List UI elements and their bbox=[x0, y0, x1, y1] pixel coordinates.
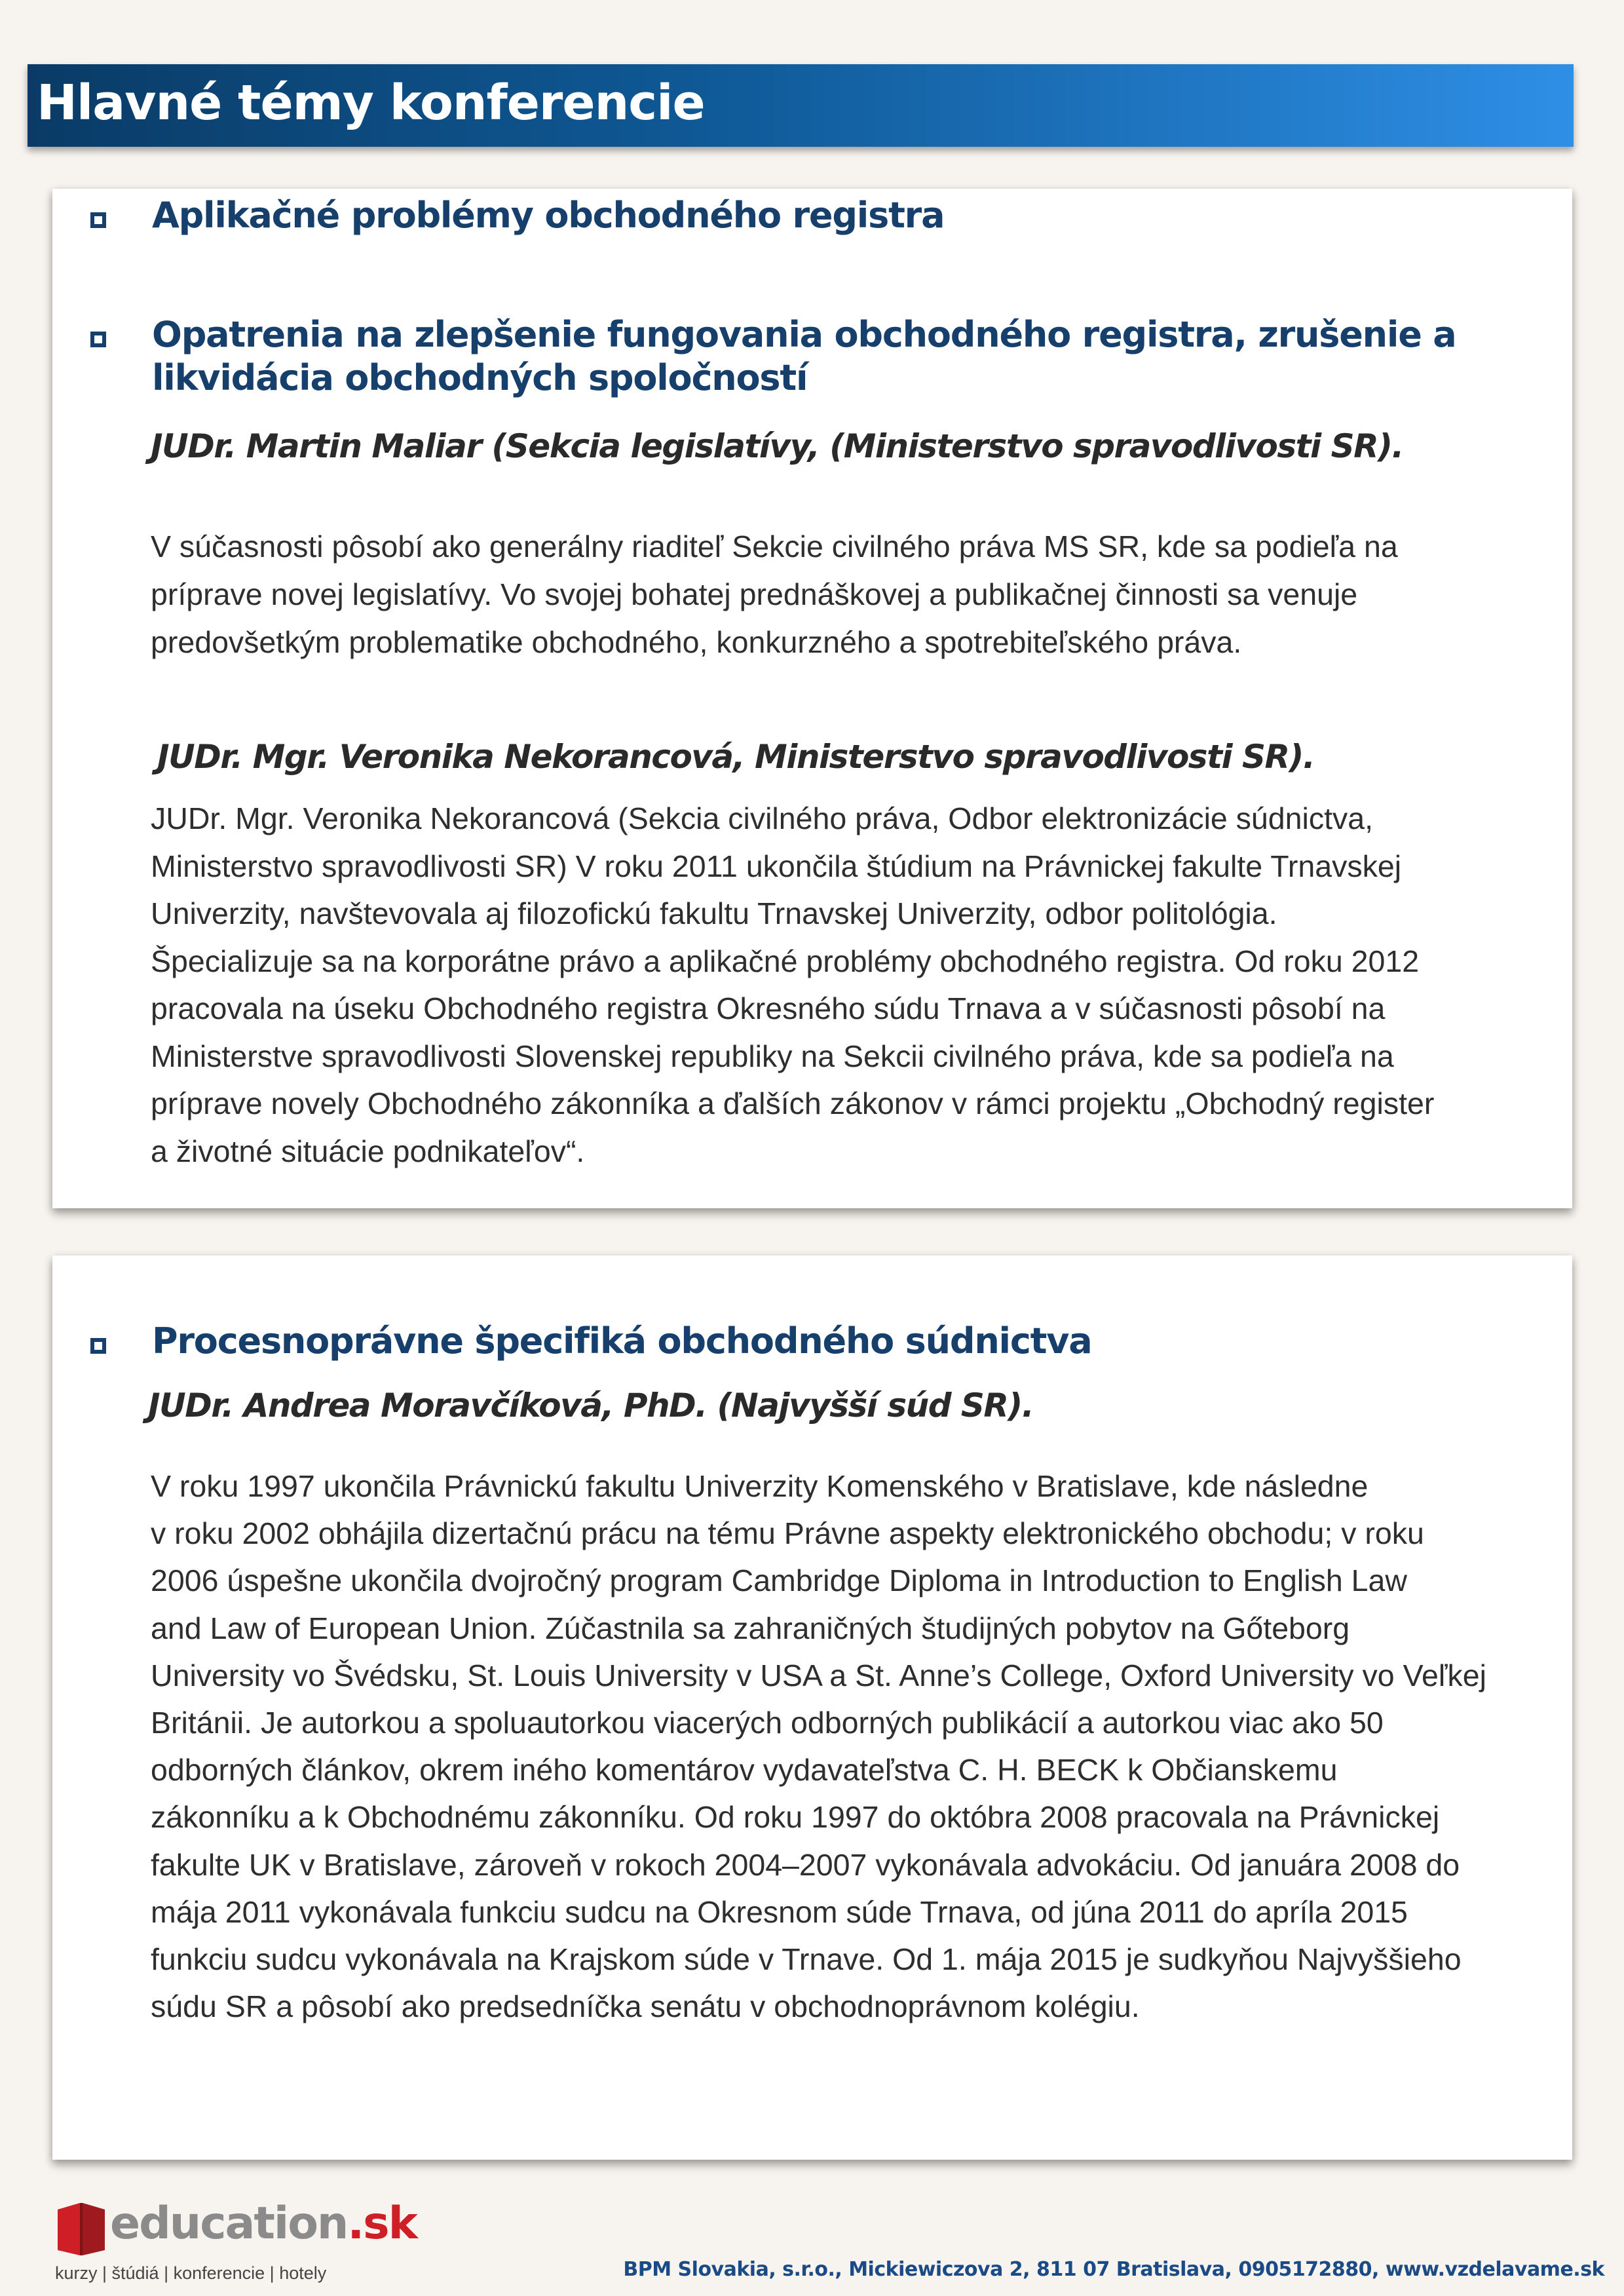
logo-tagline: kurzy | štúdiá | konferencie | hotely bbox=[55, 2263, 327, 2283]
bio-line: V roku 1997 ukončila Právnickú fakultu Univerzity Komenského v Bratislave, kde následne bbox=[151, 1469, 1369, 1503]
speaker-name: JUDr. Mgr. Veronika Nekorancová, Ministerstvo spravodlivosti SR). bbox=[157, 738, 1315, 776]
speaker-name: JUDr. Martin Maliar (Sekcia legislatívy, (Ministerstvo spravodlivosti SR). bbox=[151, 427, 1403, 465]
topics-card-2 bbox=[52, 1255, 1572, 2160]
bio-line: Británii. Je autorkou a spoluautorkou viacerých odborných publikácií a autorkou viac ako 50 bbox=[151, 1706, 1384, 1740]
bio-line: V súčasnosti pôsobí ako generálny riaditeľ Sekcie civilného práva MS SR, kde sa podieľa na bbox=[151, 529, 1398, 564]
bio-line: odborných článkov, okrem iného komentárov vydavateľstva C. H. BECK k Občianskemu bbox=[151, 1753, 1338, 1788]
bio-line: príprave novely Obchodného zákonníka a ďalších zákonov v rámci projektu „Obchodný register bbox=[151, 1086, 1435, 1120]
book-logo-icon bbox=[55, 2200, 107, 2258]
bio-line: Špecializuje sa na korporátne právo a aplikačné problémy obchodného registra. Od roku 2012 bbox=[151, 944, 1420, 978]
bio-line: a životné situácie podnikateľov“. bbox=[151, 1134, 585, 1168]
logo-wordmark bbox=[110, 2198, 417, 2249]
speaker-name: JUDr. Andrea Moravčíková, PhD. (Najvyšší súd SR). bbox=[148, 1387, 1034, 1425]
bio-line: funkciu sudcu vykonávala na Krajskom súde v Trnave. Od 1. mája 2015 je sudkyňou Najvyššieho bbox=[151, 1942, 1462, 1977]
topic-title: Procesnoprávne špecifiká obchodného súdnictva bbox=[152, 1320, 1092, 1362]
square-bullet-icon bbox=[90, 332, 106, 347]
footer bbox=[0, 2182, 1624, 2296]
bio-line: pracovala na úseku Obchodného registra Okresného súdu Trnava a v súčasnosti pôsobí na bbox=[151, 991, 1386, 1025]
bio-line: zákonníku a k Obchodnému zákonníku. Od roku 1997 do októbra 2008 pracovala na Právnickej bbox=[151, 1800, 1440, 1835]
logo-wordmark-main: education bbox=[110, 2198, 348, 2249]
bio-line: University vo Švédsku, St. Louis University v USA a St. Anne’s College, Oxford University vo Veľkej bbox=[151, 1658, 1486, 1693]
bio-line: príprave novej legislatívy. Vo svojej bohatej prednáškovej a publikačnej činnosti sa venuje bbox=[151, 577, 1358, 611]
bio-line: Ministerstvo spravodlivosti SR) V roku 2011 ukončila štúdium na Právnickej fakulte Trnavskej bbox=[151, 849, 1402, 883]
bio-line: Univerzity, navštevovala aj filozofickú fakultu Trnavskej Univerzity, odbor politológia. bbox=[151, 896, 1277, 930]
bio-line: predovšetkým problematike obchodného, konkurzného a spotrebiteľského práva. bbox=[151, 625, 1242, 659]
topics-card-1 bbox=[52, 189, 1572, 1208]
topic-title: Aplikačné problémy obchodného registra bbox=[152, 195, 945, 236]
logo-wordmark-tld: .sk bbox=[347, 2198, 417, 2249]
bio-line: fakulte UK v Bratislave, zároveň v rokoch 2004–2007 vykonávala advokáciu. Od januára 2008 do bbox=[151, 1847, 1460, 1882]
page-title: Hlavné témy konferencie bbox=[37, 75, 705, 131]
header-bar bbox=[28, 64, 1574, 147]
bio-line: 2006 úspešne ukončila dvojročný program Cambridge Diploma in Introduction to English Law bbox=[151, 1563, 1407, 1598]
topic-title: Opatrenia na zlepšenie fungovania obchodného registra, zrušenie a likvidácia obchodných spoločností bbox=[152, 314, 1456, 398]
bio-line: mája 2011 vykonávala funkciu sudcu na Okresnom súde Trnava, od júna 2011 do apríla 2015 bbox=[151, 1894, 1408, 1929]
square-bullet-icon bbox=[90, 212, 106, 228]
square-bullet-icon bbox=[90, 1338, 106, 1354]
bio-line: and Law of European Union. Zúčastnila sa zahraničných študijných pobytov na Gőteborg bbox=[151, 1611, 1350, 1645]
bio-line: JUDr. Mgr. Veronika Nekorancová (Sekcia civilného práva, Odbor elektronizácie súdnictva, bbox=[151, 801, 1374, 835]
footer-contact: BPM Slovakia, s.r.o., Mickiewiczova 2, 811 07 Bratislava, 0905172880, www.vzdelavame.sk bbox=[623, 2258, 1604, 2281]
speaker-bio bbox=[151, 1463, 1486, 2030]
speaker-bio bbox=[151, 523, 1398, 666]
speaker-bio bbox=[151, 795, 1434, 1175]
bio-line: v roku 2002 obhájila dizertačnú prácu na tému Právne aspekty elektronického obchodu; v roku bbox=[151, 1516, 1424, 1551]
education-sk-logo[interactable] bbox=[55, 2198, 417, 2296]
bio-line: Ministerstve spravodlivosti Slovenskej republiky na Sekcii civilného práva, kde sa podieľa na bbox=[151, 1039, 1394, 1073]
bio-line: súdu SR a pôsobí ako predsedníčka senátu v obchodnoprávnom kolégiu. bbox=[151, 1989, 1140, 2024]
